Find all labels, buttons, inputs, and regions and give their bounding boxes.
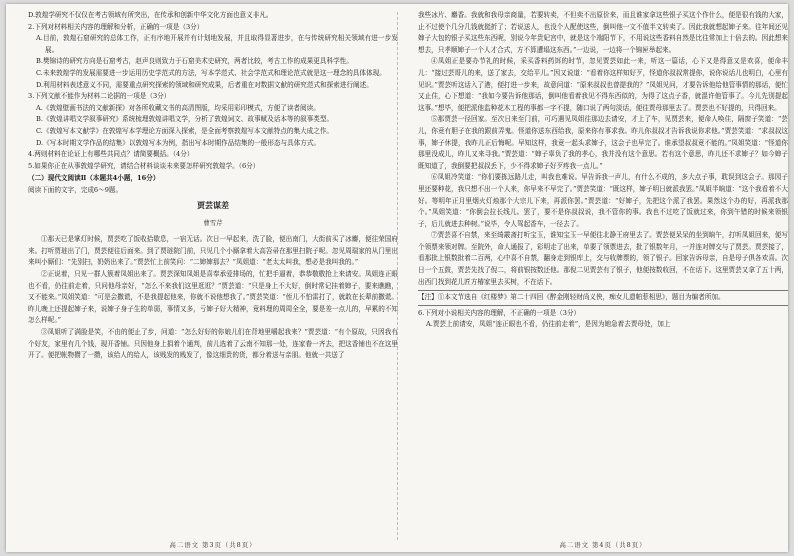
footnote-box <box>418 290 788 306</box>
option-3d: D.《写本时期文学作品的结集》以敦煌写本为例，指出写本时期作品结集的一般形态与具体方式。 <box>36 138 321 147</box>
option-6a: A.贾芸上前请安，凤姐“连正眼也不看，仍往前走着”，是因为她急着去贾母处，加上 <box>426 320 671 329</box>
page-gutter <box>397 12 398 540</box>
footnote: 【注】①本文节选自《红楼梦》第二十四回《醉金刚轻财尚义侠，痴女儿遗帕惹相思》，题目为编者所加。 <box>418 293 725 302</box>
question-3: 3.下列文献不能作为材料二论据的一项是（3分） <box>28 92 171 101</box>
section-heading: （二）现代文阅读Ⅱ（本题共4小题，16分） <box>28 174 160 183</box>
story-paragraph-7: ⑦贾芸喜不自禁，来至绮霰斋打听宝玉，谁知宝玉一早便往北静王府里去了。贾芸便呆呆的坐到晌午，打听凤姐回来，便写个领票来领对牌。至院外，命人通报了，彩明走了出来，单要了领票进去，批了银数年月，一并连对牌交与了贾芸。贾芸接了，看那批上银数批着二百两，心中喜不自禁，翻身走到银库上，交与收牌票的，领了银子。回家告诉母亲，自是母子俱各欢喜。次日一个五鼓，贾芸先找了倪二，将前银按数还他。那倪二见贾芸有了银子，他便按数收回，不在话下。这里贾芸又拿了五十两，出西门找到花儿匠方椿家里去买树，不在话下。 <box>418 231 788 286</box>
exam-sheet <box>6 4 788 552</box>
option-3b: B.《敦煌讲唱文学叙事研究》系统梳理敦煌讲唱文学，分析了敦煌词文、故事赋及话本等的叙事类型。 <box>36 115 334 124</box>
option-1d: D.敦煌学研究不仅仅在考古领域有所突出，在传承和创新中华文化方面也意义非凡。 <box>28 11 273 19</box>
option-2b: B.樊锦诗的研究方向是石窟考古，赵声良则致力于石窟美术史研究，两者比较，考古工作的成果更具科学性。 <box>36 57 353 66</box>
right-page <box>418 10 788 534</box>
option-2c: C.未来敦煌学的发展需要进一步运用历史学范式的方法，写本学范式、社会学范式和理论范式就是这一理念的具体体现。 <box>36 68 386 77</box>
left-page <box>28 10 398 534</box>
option-2d: D.利用材料表述意义不同，需要重点研究探索的领域和研究成果，后者重在对数据文献的研究范式和探索进行阐述。 <box>36 80 373 89</box>
story-paragraph-3-cont: 我些冰片、麝香。我就和我母亲商量，若要转卖，不但卖不出原价来，而且谁家拿这些银子买这个作什么，便是很有钱的大家，止不过使个几分几钱就挺折了；若说送人，也没个人配使这些，倒叫他一文不值半文转卖了。因此我就想起婶子来。往年间还见婶子大包的银子买这些东西呢，别说今年贵妃宫中，就是这个端阳节下，不用说这些香料自然是比往常加上十倍去的。因此想来想去，只孝顺婶子一个人才合式，方不算遭塌这东西。”一边说，一边将一个锦匣举起来。 <box>418 11 788 54</box>
question-6: 6.下列对小说相关内容的理解，不正确的一项是（3分） <box>418 308 581 317</box>
story-paragraph-5: ⑤那贾芸一径回家。至次日来至门前，可巧遇见凤姐往那边去请安，才上了车，见贾芸来，便命人唤住，隔窗子笑道：“芸儿，你竟有胆子在我的跟前弄鬼。怪道你送东西给我，原来你有事求我。昨儿你叔叔才告诉我说你求他。”贾芸笑道：“求叔叔这事，婶子休提，我昨儿正后悔呢。早知这样，我竟一起头求婶子，这会子也早完了。谁承望叔叔竟不能的。”凤姐笑道：“怪道你那里没成儿，昨儿又来寻我。”贾芸道：“婶子辜负了我的孝心，我并没有这个意思。若有这个意思，昨儿还不求婶子？如今婶子既知道了，我倒要把叔叔丢下，少不得求婶子好歹疼我一点儿。” <box>418 115 788 170</box>
story-paragraph-4: ④凤姐正是要办节礼的时候，采买香料药饵的时节，忽见贾芸如此一来，听这一篇话，心下又是得意又是欢喜，便命丰儿：“接过芸哥儿的来，送了家去，交给平儿。”因又说道：“看着你这样知好歹，怪道你叔叔常提你，说你说话儿也明白，心里有见识。”贾芸听这话入了港，便打进一步来，故意问道：“原来叔叔也曾提我的？”凤姐见问，才要告诉他给他管事情的那话，便忙又止住，心下想道：“我如今要告诉他那话，倒叫他看着我见不得东西似的，为得了这点子香，就混许他管事了。今儿先别提起这事。”想毕，便把派他监种花木工程的事都一字不提，随口说了两句淡话，便往贾母那里去了。贾芸也不好提的，只得回来。 <box>418 57 788 112</box>
story-author: 曹雪芹 <box>203 218 223 227</box>
question-5: 5.如果你正在从事敦煌学研究，请结合材料谈谈未来要怎样研究敦煌学。（6分） <box>28 161 260 170</box>
page-footer-4: 高二语文 第4页（共8页） <box>559 541 647 549</box>
story-paragraph-1: ①那天已是掌灯时候，贾芸吃了饭收拾歇息，一宿无话。次日一早起来，洗了脸，便出南门，大街前买了冰麝，便往荣国府来。打听贾琏出了门，贾芸便往后面来。到了贾琏院门前，只见几个小厮拿着大高笤帚在那里扫院子呢。忽见周瑞家的从门里出来叫小厮们：“先别扫，奶奶出来了。”贾芸忙上前笑问：“二婶婶那去？”凤姐道：“老太太叫我，想必是我叫我的。” <box>28 235 398 267</box>
option-3a: A.《敦煌壁画书法的文献新探》对各所收藏文书的高清图版，均采用彩印模式，方便了读者阅读。 <box>36 103 320 112</box>
section-instructions: 阅读下面的文字，完成6～9题。 <box>28 185 123 194</box>
story-paragraph-2: ②正说着，只见一群人簇着凤姐出来了。贾芸深知凤姐是喜奉承爱排场的，忙把手逼着，恭恭敬敬抢上来请安。凤姐连正眼也不看，仍往前走着，只问他母亲好，“怎么不来我们这里逛逛？”贾芸道：“只是身上不大好，倒时常记挂着婶子，要来瞧瞧，又不能来。”凤姐笑道：“可是会撒谎，不是我提起他来，你就不说他想我了。”贾芸笑道：“侄儿不怕雷打了，就敢在长辈前撒谎。昨儿晚上还提起婶子来，说婶子身子生的单弱，事情又多，亏婶子好大精神，竟料理的周周全全，要是差一点儿的，早累的不知怎么样呢。” <box>28 270 398 325</box>
question-2: 2.下列对材料相关内容的理解和分析，正确的一项是（3分） <box>28 22 204 31</box>
question-4: 4.两则材料在论证上有哪些共同点？请简要概括。（4分） <box>28 150 194 159</box>
option-3c: C.《敦煌写本文献学》在敦煌写本学理论方面深入探索，是全面考察敦煌写本文献特点的集大成之作。 <box>36 126 334 135</box>
option-2a: A.目前，敦煌石窟研究的总体工作，正有序地开展并有计划地发展，并且取得显著进步，在与传统研究相关领域有进一步发展。 <box>36 34 398 54</box>
page-footer-3: 高二语文 第3页（共8页） <box>169 541 257 549</box>
story-title: 贾芸谋差 <box>197 199 229 210</box>
story-paragraph-6: ⑥凤姐冷笑道：“你们要拣远路儿走，叫我也难说。早告诉我一声儿，有什么不成的，多大点子事，耽误到这会子。那园子里还要种花，我只想不出一个人来，你早来不早完了。”贾芸笑道：“既这样，婶子明日就派我罢。”凤姐半晌道：“这个我看着不大好。等明年正月里烟火灯烛那个大宗儿下来，再派你罢。”贾芸道：“好婶子，先把这个派了我罢。果然这个办的好，再派我那个。”凤姐笑道：“你倒会拉长线儿。罢了，要不是你叔叔说，我不管你的事。我也不过吃了饭就过来，你到午错的时候来领银子，后儿就进去种树。”说毕，令人驾起香车，一径去了。 <box>418 173 788 228</box>
story-paragraph-3: ③凤姐听了满脸是笑，不由的便止了步，问道：“怎么好好的你娘儿们在背地里嚼起我来？”贾芸道：“有个原故，只因我有个好友，家里有几个钱，现开香铺。只因他身上捐着个通判，前儿选着了云南不知那一处，连家眷一齐去，把这香铺也不在这里开了。便把帐物攒了一攒，该给人的给人，该贱发的贱发了，像这细贵的货，都分着送与亲朋。他就一共送了 <box>28 328 398 360</box>
